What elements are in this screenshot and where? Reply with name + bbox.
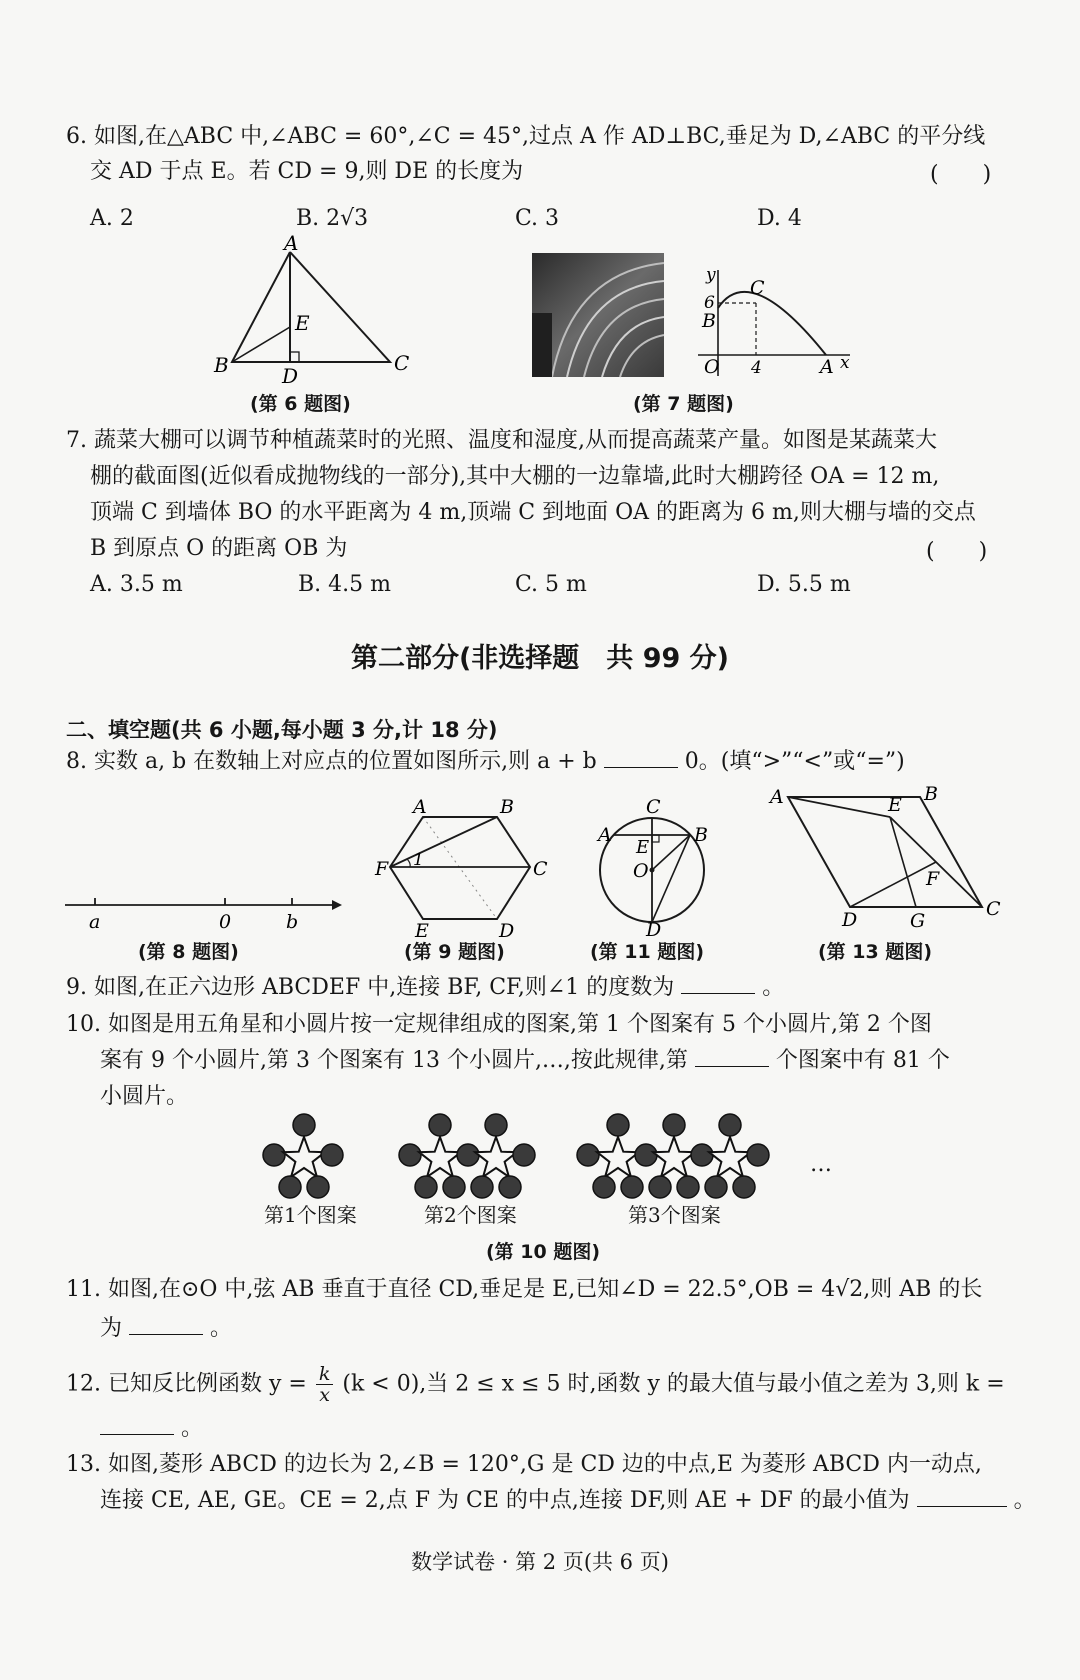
q13-line2a: 连接 CE, AE, GE。CE = 2,点 F 为 CE 的中点,连接 DF,则 AE + DF 的最小值为 <box>100 1488 910 1513</box>
q10-figure-caption: (第 10 题图) <box>486 1241 601 1263</box>
q6-option-a: A. 2 <box>90 206 134 231</box>
fig6-label-e: E <box>295 311 310 335</box>
q12-line1b: (k < 0),当 2 ≤ x ≤ 5 时,函数 y 的最大值与最小值之差为 3,则 k = <box>342 1371 1005 1397</box>
q12-line2 <box>100 1414 203 1444</box>
figure-7-photo <box>532 253 664 377</box>
q11-line2 <box>100 1314 232 1344</box>
q13-answer-blank[interactable] <box>917 1488 1007 1507</box>
q7-option-d: D. 5.5 m <box>757 572 851 597</box>
pattern-circle <box>499 1176 521 1198</box>
q8-text-a: 8. 实数 a, b 在数轴上对应点的位置如图所示,则 a + b <box>66 749 597 774</box>
pattern-star <box>597 1137 639 1177</box>
pattern-circle <box>705 1176 727 1198</box>
q9-text <box>66 973 784 1003</box>
q13-line2b: 。 <box>1013 1488 1036 1513</box>
pattern-circle <box>485 1114 507 1136</box>
q7-answer-paren: ( ) <box>926 539 988 564</box>
fig7-label-x: x <box>840 353 850 373</box>
pattern-circle <box>691 1144 713 1166</box>
fig9-label-b: B <box>500 796 514 818</box>
pattern-circle <box>649 1176 671 1198</box>
fig13-label-d: D <box>842 909 858 931</box>
fig6-label-a: A <box>284 231 299 255</box>
pattern-circle <box>719 1114 741 1136</box>
pattern-circle <box>747 1144 769 1166</box>
pattern-circle <box>663 1114 685 1136</box>
fig8-label-a: a <box>89 911 101 933</box>
q9-text-a: 9. 如图,在正六边形 ABCDEF 中,连接 BF, CF,则∠1 的度数为 <box>66 975 675 1000</box>
q12-frac-den: x <box>319 1384 330 1406</box>
q9-answer-blank[interactable] <box>681 975 755 994</box>
fig9-label-1: 1 <box>413 850 424 870</box>
fig13-label-a: A <box>770 786 784 808</box>
figure-8-number-line <box>60 885 350 933</box>
q6-option-c: C. 3 <box>515 206 560 231</box>
pattern-star <box>475 1137 517 1177</box>
q6-option-d: D. 4 <box>757 206 802 231</box>
fig7-label-y: y <box>706 265 716 285</box>
q10-ellipsis: … <box>810 1152 832 1177</box>
pattern-circle <box>607 1114 629 1136</box>
figure-13-rhombus <box>770 785 1010 935</box>
q7-line2: 棚的截面图(近似看成抛物线的一部分),其中大棚的一边靠墙,此时大棚跨径 OA = 12 m, <box>90 464 940 489</box>
q12-line2-end: 。 <box>181 1416 204 1441</box>
q7-option-b: B. 4.5 m <box>298 572 391 597</box>
fig11-label-b: B <box>694 824 708 846</box>
pattern-circle <box>457 1144 479 1166</box>
q13-line1: 13. 如图,菱形 ABCD 的边长为 2,∠B = 120°,G 是 CD 边的中点,E 为菱形 ABCD 内一动点, <box>66 1452 982 1477</box>
pattern-star <box>653 1137 695 1177</box>
fig6-label-b: B <box>214 353 229 377</box>
q11-line2b: 。 <box>210 1316 233 1341</box>
figure-7-graph <box>690 265 860 383</box>
page-footer: 数学试卷 · 第 2 页(共 6 页) <box>411 1550 669 1574</box>
q8-text-b: 0。(填“>”“<”或“=”) <box>684 749 905 774</box>
q11-answer-blank[interactable] <box>129 1316 203 1335</box>
pattern-circle <box>577 1144 599 1166</box>
pattern-circle <box>513 1144 535 1166</box>
fig13-label-c: C <box>986 898 1001 920</box>
pattern-star <box>709 1137 751 1177</box>
pattern-circle <box>321 1144 343 1166</box>
q11-line1: 11. 如图,在⊙O 中,弦 AB 垂直于直径 CD,垂足是 E,已知∠D = 22.5°,OB = 4√2,则 AB 的长 <box>66 1277 983 1302</box>
q12-answer-blank[interactable] <box>100 1416 174 1435</box>
pattern-circle <box>263 1144 285 1166</box>
fig13-caption: (第 13 题图) <box>818 941 933 963</box>
q12-line1a: 12. 已知反比例函数 y = <box>66 1371 307 1397</box>
fig11-label-e: E <box>636 837 650 858</box>
q7-figure-caption: (第 7 题图) <box>633 393 734 415</box>
q6-line2: 交 AD 于点 E。若 CD = 9,则 DE 的长度为 <box>90 159 524 184</box>
q10-pattern-label-2: 第2个图案 <box>424 1203 517 1227</box>
pattern-circle <box>307 1176 329 1198</box>
fig9-label-c: C <box>533 858 548 880</box>
fig11-label-a: A <box>598 824 612 846</box>
q7-line3: 顶端 C 到墙体 BO 的水平距离为 4 m,顶端 C 到地面 OA 的距离为 6 m,则大棚与墙的交点 <box>90 500 976 525</box>
fig7-label-b: B <box>702 310 716 332</box>
q12-frac-num: k <box>316 1364 334 1385</box>
figure-6-triangle <box>200 231 420 390</box>
q9-text-b: 。 <box>762 975 785 1000</box>
fig9-label-d: D <box>499 920 515 942</box>
fig7-label-6: 6 <box>704 293 715 313</box>
q13-line2 <box>100 1486 1036 1516</box>
pattern-circle <box>399 1144 421 1166</box>
fig7-label-a: A <box>820 356 834 378</box>
q6-line1: 6. 如图,在△ABC 中,∠ABC = 60°,∠C = 45°,过点 A 作 AD⊥BC,垂足为 D,∠ABC 的平分线 <box>66 124 986 149</box>
q7-line1: 7. 蔬菜大棚可以调节种植蔬菜时的光照、温度和湿度,从而提高蔬菜产量。如图是某蔬菜大 <box>66 428 937 453</box>
pattern-star <box>419 1137 461 1177</box>
fig13-label-g: G <box>910 910 926 932</box>
fig11-label-d: D <box>646 919 662 941</box>
q10-pattern-label-3: 第3个图案 <box>628 1203 721 1227</box>
fig13-label-f: F <box>926 868 940 890</box>
fig8-label-0: 0 <box>219 911 232 933</box>
q11-line2a: 为 <box>100 1316 123 1341</box>
pattern-circle <box>593 1176 615 1198</box>
q10-line2 <box>100 1046 950 1076</box>
pattern-circle <box>429 1114 451 1136</box>
pattern-circle <box>677 1176 699 1198</box>
q8-text <box>66 747 905 777</box>
pattern-circle <box>443 1176 465 1198</box>
pattern-circle <box>415 1176 437 1198</box>
q10-line3: 小圆片。 <box>100 1084 189 1109</box>
pattern-circle <box>293 1114 315 1136</box>
q10-line2b: 个图案中有 81 个 <box>775 1048 950 1073</box>
fig6-label-d: D <box>282 364 299 388</box>
part2-heading: 二、填空题(共 6 小题,每小题 3 分,计 18 分) <box>66 718 498 742</box>
q7-line4: B 到原点 O 的距离 OB 为 <box>90 536 348 561</box>
fig8-label-b: b <box>286 911 299 933</box>
q12-fraction <box>316 1364 334 1405</box>
pattern-circle <box>635 1144 657 1166</box>
fig13-label-b: B <box>924 783 938 805</box>
figure-10-patterns <box>270 1112 830 1207</box>
q10-pattern-label-1: 第1个图案 <box>264 1203 357 1227</box>
section-title: 第二部分(非选择题 共 99 分) <box>350 643 730 674</box>
fig7-label-4: 4 <box>751 358 762 378</box>
fig11-label-o: O <box>633 860 649 882</box>
pattern-star <box>283 1137 325 1177</box>
fig11-label-c: C <box>646 796 661 818</box>
q12-line1 <box>66 1364 1005 1405</box>
q6-figure-caption: (第 6 题图) <box>250 393 351 415</box>
q6-option-b: B. 2√3 <box>296 206 369 231</box>
q10-line1: 10. 如图是用五角星和小圆片按一定规律组成的图案,第 1 个图案有 5 个小圆片,第 2 个图 <box>66 1012 932 1037</box>
fig13-label-e: E <box>888 794 902 816</box>
fig6-label-c: C <box>394 351 410 375</box>
fig7-label-c: C <box>750 277 765 299</box>
figure-11-circle <box>590 795 720 941</box>
q8-figure-caption: (第 8 题图) <box>138 941 239 963</box>
pattern-circle <box>621 1176 643 1198</box>
fig9-label-a: A <box>413 796 427 818</box>
q9-figure-caption: (第 9 题图) <box>404 941 505 963</box>
fig9-label-f: F <box>375 858 389 880</box>
fig9-label-e: E <box>415 920 429 942</box>
fig7-label-o: O <box>704 356 720 378</box>
pattern-circle <box>279 1176 301 1198</box>
q6-answer-paren: ( ) <box>930 162 992 187</box>
q10-answer-blank[interactable] <box>695 1048 769 1067</box>
q7-option-c: C. 5 m <box>515 572 587 597</box>
pattern-circle <box>471 1176 493 1198</box>
fig11-caption: (第 11 题图) <box>590 941 705 963</box>
q10-line2a: 案有 9 个小圆片,第 3 个图案有 13 个小圆片,…,按此规律,第 <box>100 1048 688 1073</box>
q8-answer-blank[interactable] <box>604 749 678 768</box>
figure-9-hexagon <box>375 795 548 942</box>
pattern-circle <box>733 1176 755 1198</box>
q7-option-a: A. 3.5 m <box>90 572 183 597</box>
